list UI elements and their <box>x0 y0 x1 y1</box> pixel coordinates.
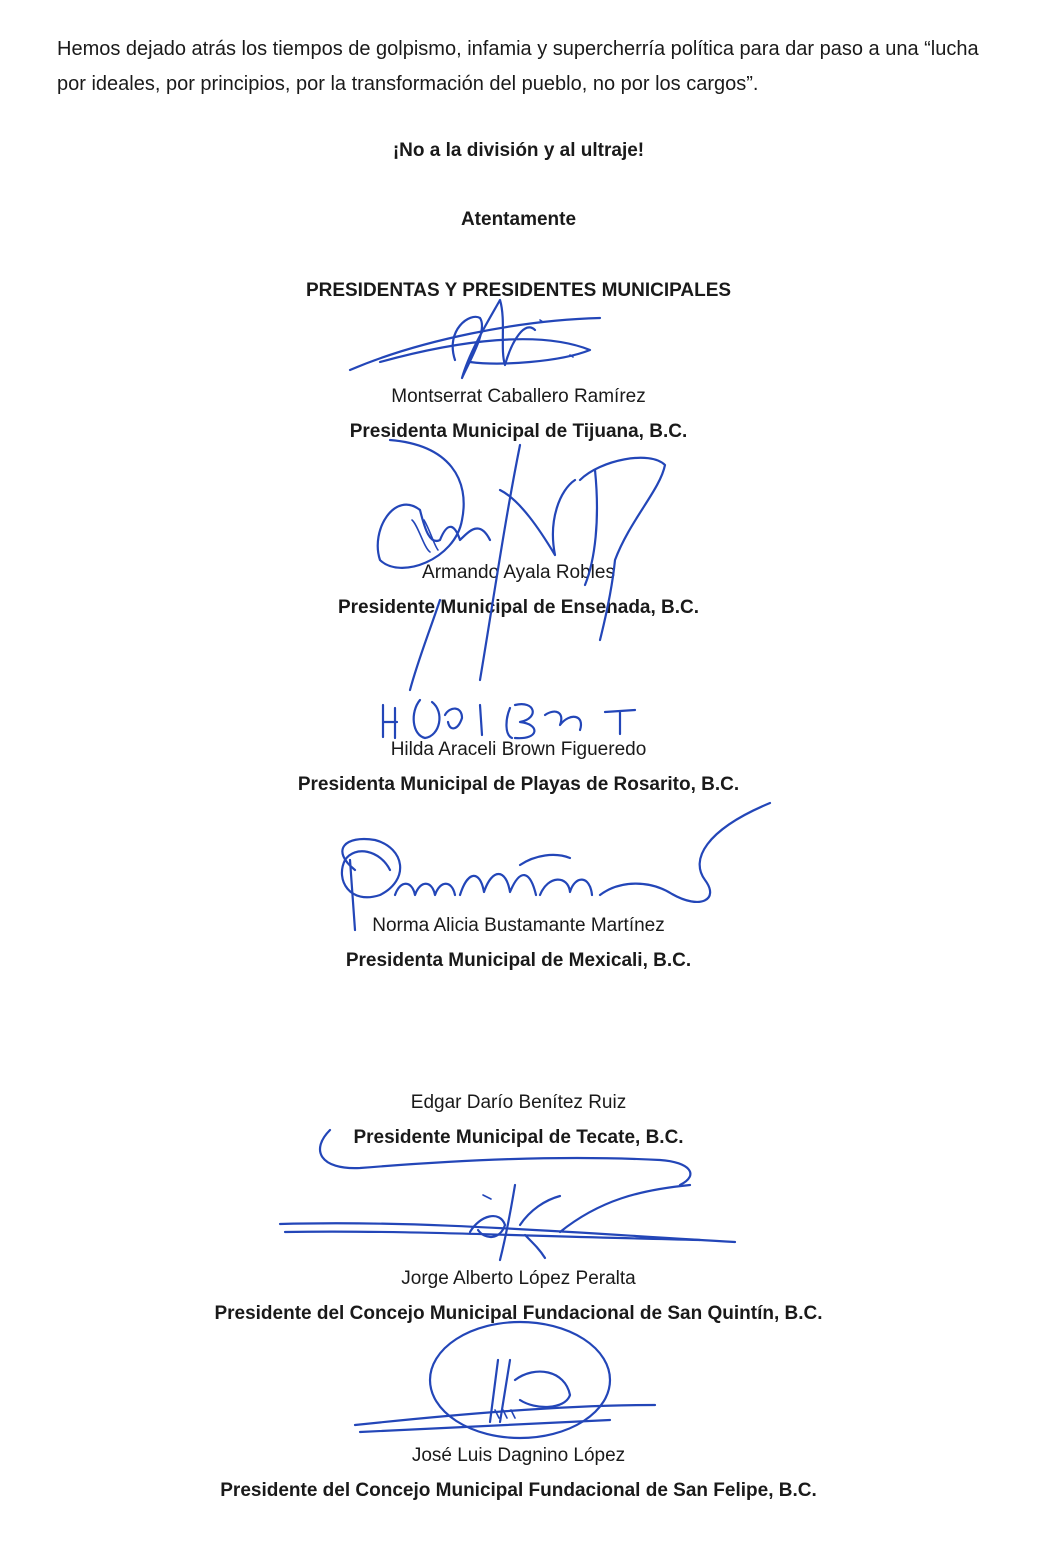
signature-san-quintin <box>280 1185 735 1260</box>
intro-paragraph: Hemos dejado atrás los tiempos de golpismo, infamia y supercherría política para dar paso a una “lucha por ideales, por principios, por la transformación del pueblo, no por los cargos”. <box>57 38 979 95</box>
signature-rosarito <box>383 700 635 738</box>
slogan: ¡No a la división y al ultraje! <box>392 140 645 161</box>
signatory-title-ensenada: Presidente Municipal de Ensenada, B.C. <box>337 597 700 618</box>
signatory-title-mexicali: Presidenta Municipal de Mexicali, B.C. <box>345 950 692 971</box>
signature-san-felipe <box>355 1322 655 1438</box>
signatory-name-rosarito: Hilda Araceli Brown Figueredo <box>390 739 647 760</box>
signature-tijuana <box>350 300 600 378</box>
signatory-name-san-quintin: Jorge Alberto López Peralta <box>401 1268 636 1289</box>
signatory-name-san-felipe: José Luis Dagnino López <box>411 1445 626 1466</box>
signatory-title-tecate: Presidente Municipal de Tecate, B.C. <box>353 1127 684 1148</box>
signatory-name-ensenada: Armando Ayala Robles <box>422 562 615 583</box>
signatory-title-san-quintin: Presidente del Concejo Municipal Fundacional de San Quintín, B.C. <box>214 1303 823 1324</box>
closing: Atentamente <box>460 209 577 230</box>
signatory-title-tijuana: Presidenta Municipal de Tijuana, B.C. <box>349 421 688 442</box>
signature-mexicali <box>342 803 770 930</box>
signatory-name-mexicali: Norma Alicia Bustamante Martínez <box>372 915 665 936</box>
signatory-title-san-felipe: Presidente del Concejo Municipal Fundacional de San Felipe, B.C. <box>220 1480 817 1501</box>
signatory-name-tijuana: Montserrat Caballero Ramírez <box>391 386 646 407</box>
group-heading: PRESIDENTAS Y PRESIDENTES MUNICIPALES <box>305 280 732 301</box>
signatory-title-rosarito: Presidenta Municipal de Playas de Rosarito, B.C. <box>297 774 740 795</box>
signatory-name-tecate: Edgar Darío Benítez Ruiz <box>410 1092 627 1113</box>
